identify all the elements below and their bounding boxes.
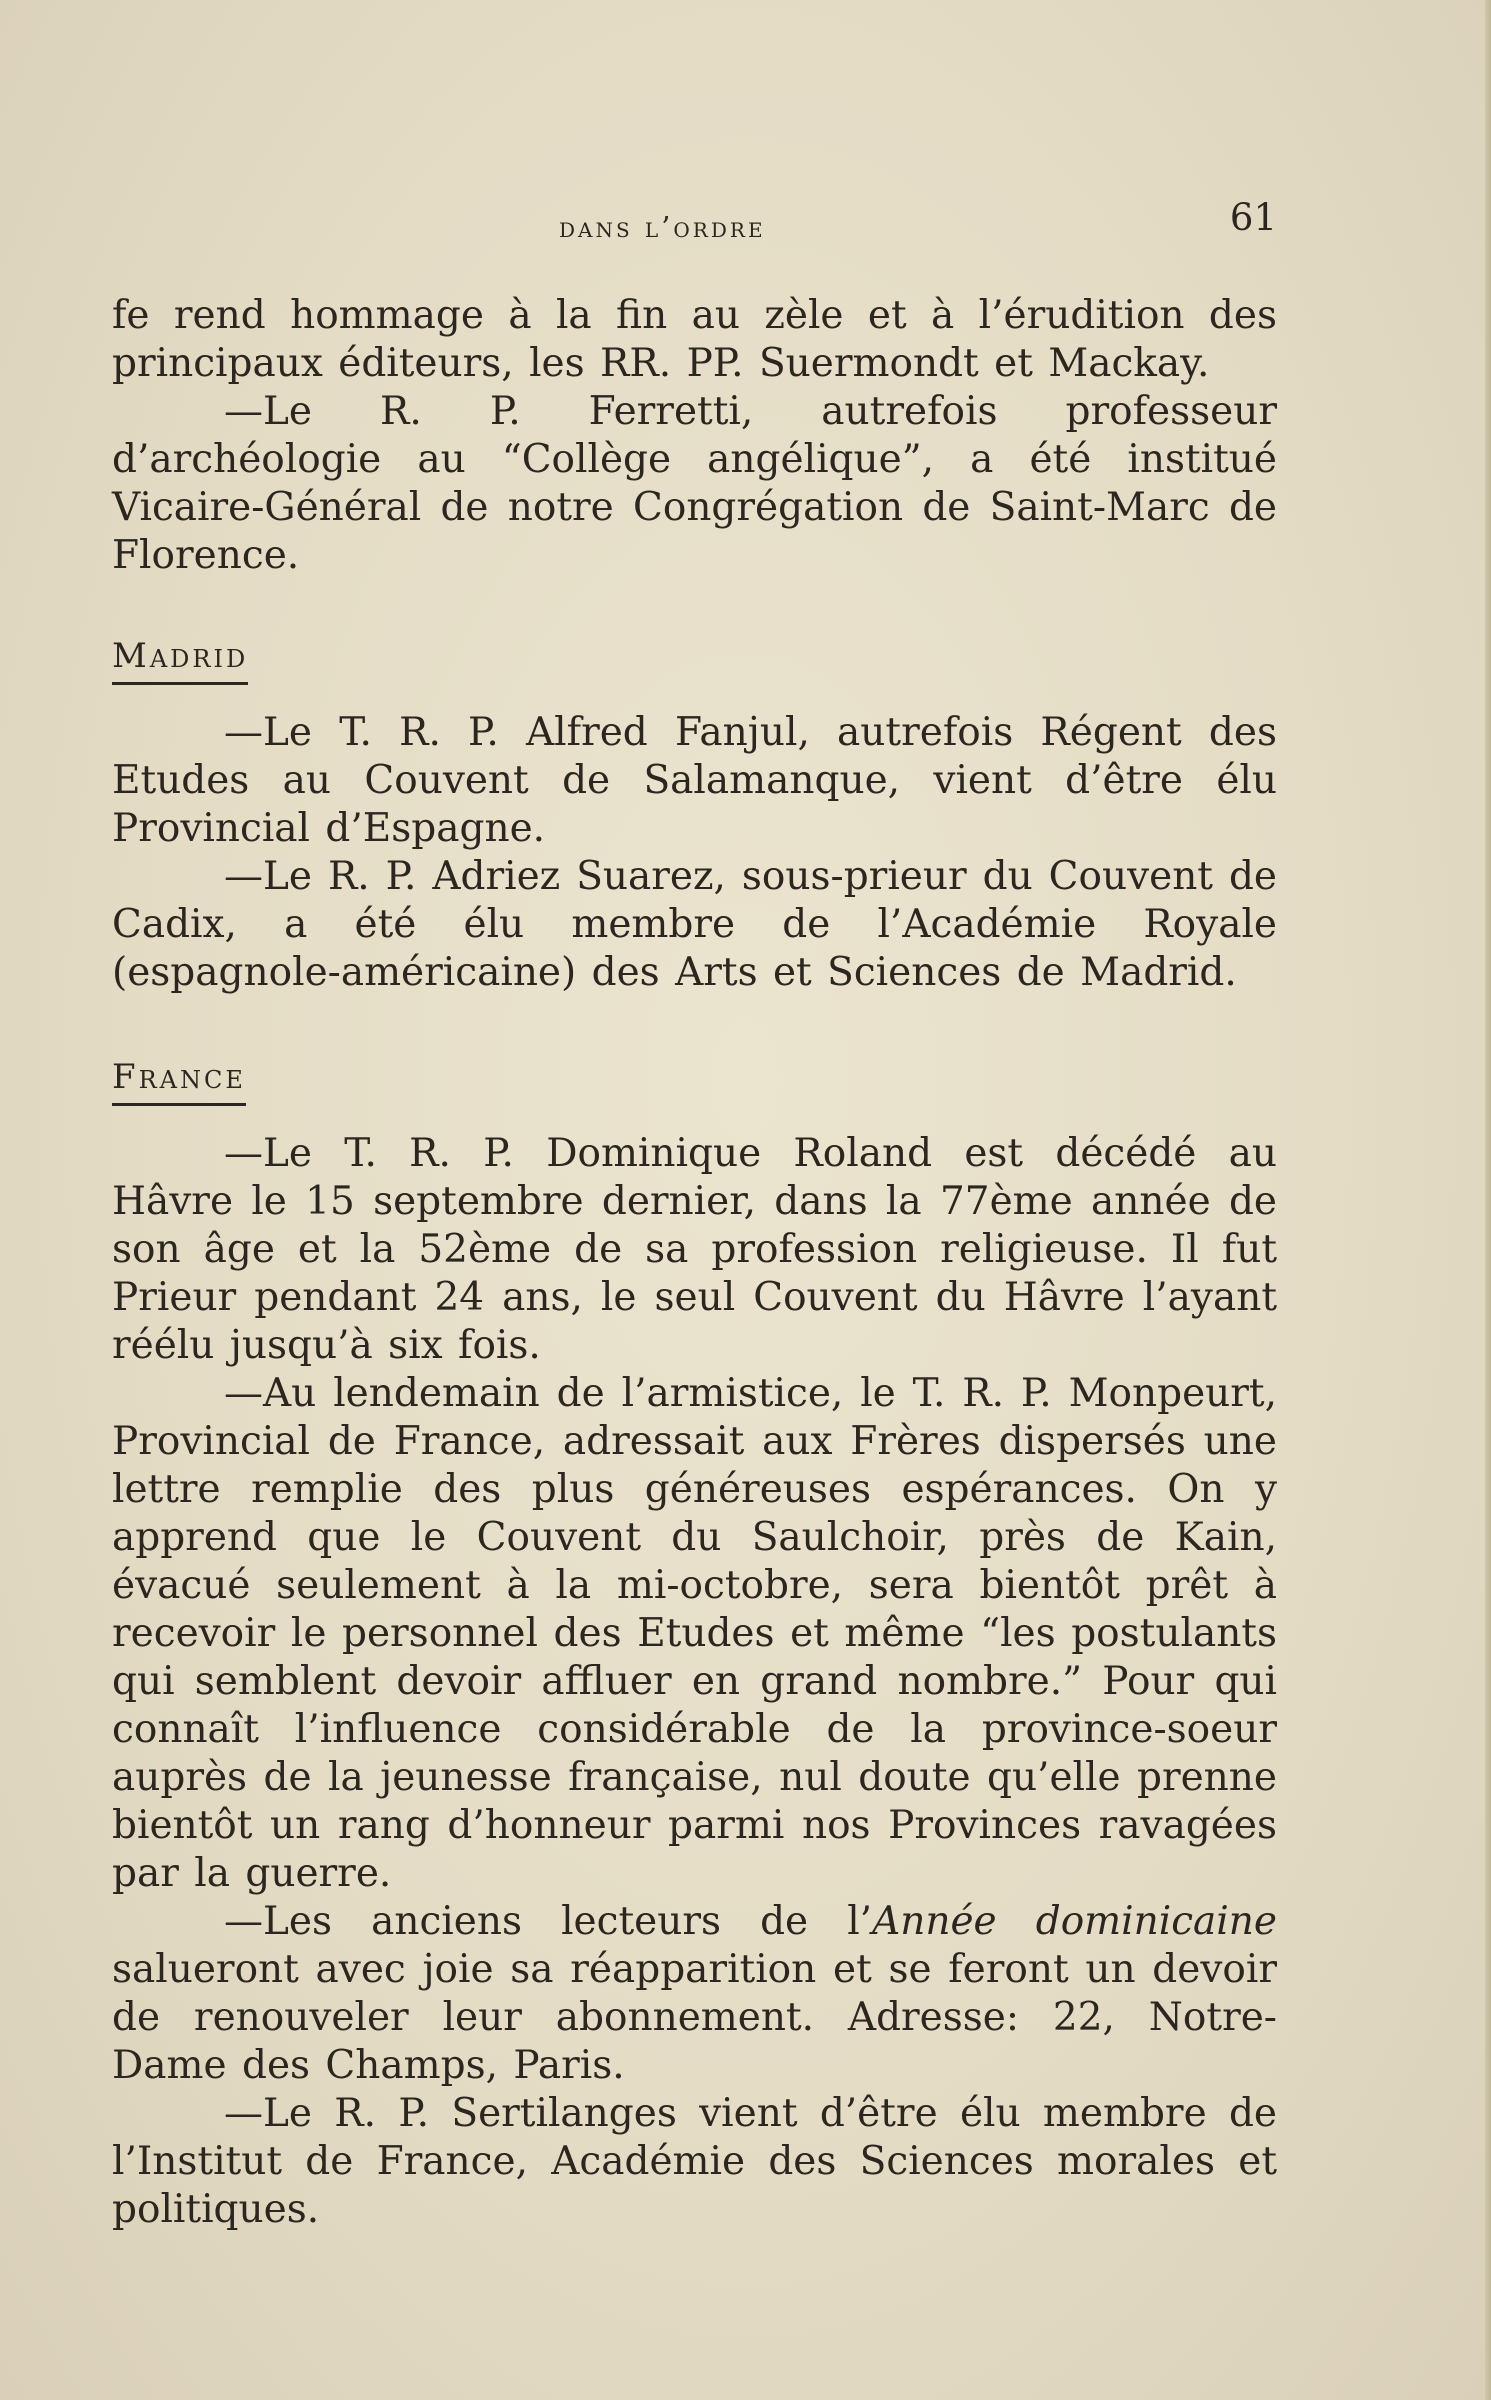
journal-title: Année dominicaine [872, 1899, 1277, 1944]
france-paragraph-3-end: salueront avec joie sa réapparition et se feront un devoir de renouveler leur abonnement. Adresse: 22, Notre-Dame des Champs, Paris. [112, 1947, 1277, 2088]
running-head: dans l’ordre [559, 210, 766, 244]
france-paragraph-3-start: —Les anciens lecteurs de l’ [224, 1899, 873, 1944]
france-paragraph-4: —Le R. P. Sertilanges vient d’être élu membre de l’Institut de France, Académie des Sciences morales et politiques. [112, 2091, 1277, 2232]
france-paragraph-3 [112, 1898, 1277, 2090]
page-header [112, 196, 1277, 256]
madrid-paragraph-1: —Le T. R. P. Alfred Fanjul, autrefois Régent des Etudes au Couvent de Salamanque, vient d’être élu Provincial d’Espagne. [112, 710, 1277, 851]
france-section-heading-block [112, 1057, 1277, 1106]
page-edge [1485, 0, 1491, 2400]
intro-paragraph-1: fe rend hommage à la fin au zèle et à l’érudition des principaux éditeurs, les RR. PP. Suermondt et Mackay. [112, 293, 1277, 386]
section-heading-france: France [112, 1057, 246, 1106]
madrid-paragraph-2: —Le R. P. Adriez Suarez, sous-prieur du Couvent de Cadix, a été élu membre de l’Académie Royale (espagnole-américaine) des Arts et Sciences de Madrid. [112, 854, 1277, 995]
france-paragraph-1: —Le T. R. P. Dominique Roland est décédé au Hâvre le 15 septembre dernier, dans la 77ème année de son âge et la 52ème de sa profession religieuse. Il fut Prieur pendant 24 ans, le seul Couvent du Hâvre l’ayant réélu jusqu’à six fois. [112, 1131, 1277, 1368]
section-heading-madrid: Madrid [112, 636, 248, 685]
page-number: 61 [1229, 196, 1277, 239]
body-text [112, 292, 1277, 2234]
intro-paragraph-2: —Le R. P. Ferretti, autrefois professeur d’archéologie au “Collège angélique”, a été institué Vicaire-Général de notre Congrégation de Saint-Marc de Florence. [112, 389, 1277, 578]
france-paragraph-2: —Au lendemain de l’armistice, le T. R. P. Monpeurt, Provincial de France, adressait aux Frères dispersés une lettre remplie des plus généreuses espérances. On y apprend que le Couvent du Saulchoir, près de Kain, évacué seulement à la mi-octobre, sera bientôt prêt à recevoir le personnel des Etudes et même “les postulants qui semblent devoir affluer en grand nombre.” Pour qui connaît l’influence considérable de la province-soeur auprès de la jeunesse française, nul doute qu’elle prenne bientôt un rang d’honneur parmi nos Provinces ravagées par la guerre. [112, 1371, 1277, 1896]
madrid-section-heading-block [112, 636, 1277, 685]
